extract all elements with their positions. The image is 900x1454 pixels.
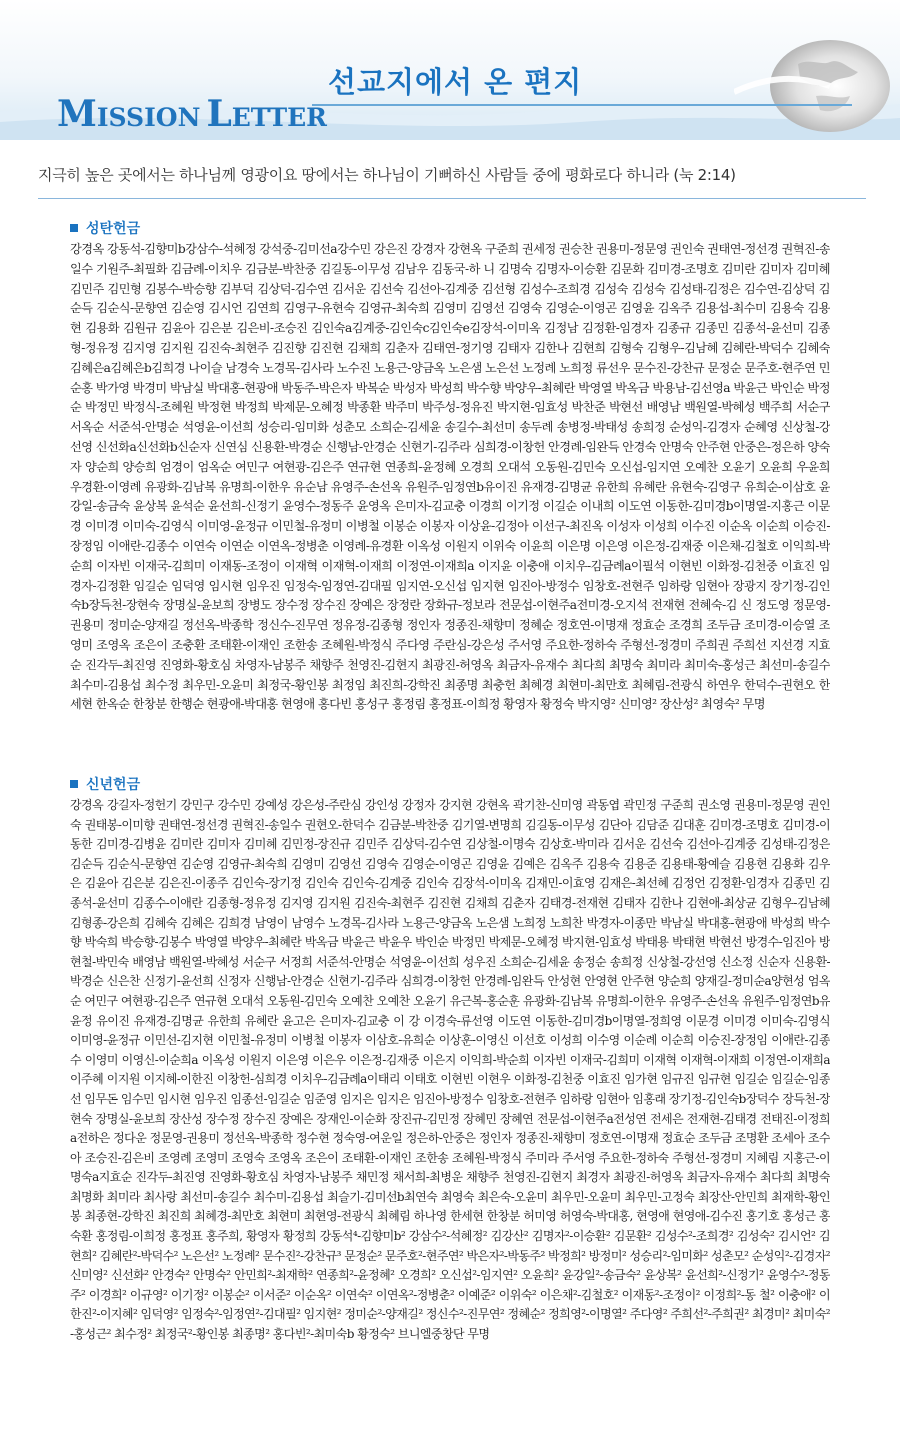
page-title: 선교지에서 온 편지 xyxy=(328,65,583,99)
bullet-square-icon xyxy=(70,780,78,788)
bible-verse: 지극히 높은 곳에서는 하나님께 영광이요 땅에서는 하나님이 기뻐하신 사람들 중에 평화로다 하니라 (눅 2:14) xyxy=(38,166,736,184)
section-heading-text: 성탄헌금 xyxy=(86,221,141,237)
logo-first-rest: ISSION xyxy=(96,103,201,132)
mission-letter-logo xyxy=(57,93,327,135)
section-heading xyxy=(70,218,830,240)
section-heading-text: 신년헌금 xyxy=(86,777,141,793)
logo-first-cap: M xyxy=(57,93,97,135)
section-heading xyxy=(70,774,830,796)
logo-second-rest: ETTER xyxy=(231,103,327,132)
donor-name-list: 강경옥 강동석-김향미b강삼수-석혜정 강석중-김미선a강수민 강은진 강경자 강현옥 구준희 권세정 권승찬 권용미-정문영 권인숙 권태연-정선경 권혁진-송일수 기원주-최필화 김금례-이치우 김금분-박찬중 김길동-이무성 김남우 김동국-하 니 김명숙 김명자-이승환 김문화 김미경-조명호 김미란 김미자 김미혜 김민주 김민형 김봉수-박승향 김부덕 김상덕-김수연 김서운 김선숙 김선아-김계중 김선형 김성수-조희경 김성숙 김성숙 김성태-김정은 김수연-김상덕 김순득 김순식-문향연 김순영 김시언 김연희 김영구-유현숙 김영규-최숙희 김영미 김영선 김영숙 김영순-이영곤 김영윤 김옥주 김용섭-최수미 김용숙 김용현 김용화 김원규 김윤아 김은분 김은비-조승진 김인숙a김계중-김인숙c김인숙e김장석-이미옥 김정남 김정환-임경자 김종규 김종민 김종석-윤선미 김종형-정유정 김지영 김지원 김진숙-최현주 김진향 김진현 김채희 김춘자 김태연-정기영 김태자 김한나 김현희 김형숙 김형우-김남혜 김혜란-박덕수 김혜숙 김혜은a김혜은b김희경 나이슬 남경숙 노경목-김사라 노수진 노용근-양금옥 노은샘 노은선 노정례 노희정 류선우 문수진-강찬규 문정순 문주호-현주연 민순홍 박가영 박경미 박남실 박대홍-현광애 박동주-박은자 박복순 박성자 박성희 박수향 박양우-최혜란 박영열 박옥금 박용남-김선영a 박윤근 박인순 박정순 박정민 박정식-조혜원 박정현 박정희 박제문-오혜정 박종환 박주미 박주성-정유진 박지현-임효성 박찬준 박현선 배영남 백원열-박혜성 백주희 서순구 서옥순 서준석-안명순 석영윤-이선희 성승리-임미화 성춘모 소희순-김세윤 송길수-최선미 송두례 송병정-박태성 송희정 순성익-김경자 순혜영 신상철-강선영 신선화a신선화b신순자 신연심 신용환-박경순 신행남-안경순 신현기-김주라 심희경-이창헌 안경례-임완득 안경숙 안명숙 안주현 안중은-정은하 양숙자 양순희 양승희 엄경이 엄옥순 여민구 여현광-김은주 연규현 연종희-윤정혜 오경희 오대석 오동원-김민숙 오신섭-임지연 오예찬 오윤기 오윤희 우윤희 우경환-이영례 유광화-김남복 유명희-이한우 유순남 유영주-손선옥 유원주-임정연b유이진 유재경-김명균 유한희 유혜란 유현숙-김영구 유희순-이삼호 윤강일-송금숙 윤상복 윤석순 윤선희-신정기 윤영수-정동주 윤영옥 은미자-김교충 이경희 이기정 이길순 이내희 이도연 이동한-김미경b이명열-지홍근 이문경 이미경 이미숙-김영식 이미영-윤정규 이민철-유정미 이병철 이봉순 이봉자 이상윤-김정아 이선구-최진옥 이성자 이성희 이수진 이순옥 이순희 이승진-장정임 이애란-김종수 이연숙 이연순 이연옥-정병춘 이영례-유경환 이옥성 이원지 이위숙 이윤희 이은명 이은영 이은정-김재중 이은채-김철호 이익희-박순희 이자빈 이재국-김희미 이재동-조정이 이재혁 이재혁-이재희 이정연-이재희a 이지윤 이충애 이치우-김금례a이필석 이현빈 이화정-김천중 이효진 임경자-김정환 임길순 임덕영 임시현 임우진 임정숙-임정연-김대필 임지연-오신섭 임지현 임진아-방정수 임창호-전현주 임하랑 임현아 장광지 장기정-김인숙b장득천-장현숙 장명실-윤보희 장병도 장수정 장수진 장예은 장정란 장화규-정보라 전문섭-이현주a전미경-오지석 전재현 전혜숙-김 신 정도영 정문영-권용미 정미순-양재길 정선옥-박종학 정신수-진무연 정유정-김종형 정인자 정종진-채향미 정혜순 정호연-이명재 정효순 조경희 조두금 조미경-이승열 조영미 조영옥 조은이 조충환 조태환-이재인 조한송 조혜원-박정식 주다영 주란심-강은성 주서영 주요한-정하숙 주형선-정경미 주희권 주희선 지선경 지효순 진각두-최진영 진영화-황호심 차영자-남봉주 채향주 천영진-김현지 최광진-허영옥 최금자-유재수 최다희 최명숙 최미라 최미숙-홍성근 최선미-송길수 최수미-김용섭 최수정 최우민-오윤미 최정국-황인봉 최정임 최진희-강학진 최종명 최충헌 최혜경 최현미-최만호 최혜림-전광식 하연우 한덕수-권현오 한세현 한옥순 한창분 한행순 현광애-박대홍 현영애 홍다빈 홍성구 홍정림 홍정표-이희정 황영자 황정숙 박지영² 신미영² 장산성² 최영숙² 무명 xyxy=(70,242,830,712)
new-year-offering-section xyxy=(70,774,830,1446)
mission-letter-header xyxy=(0,0,900,140)
logo-second-cap: L xyxy=(206,93,232,135)
verse-divider xyxy=(38,198,866,199)
title-underline xyxy=(312,104,852,106)
globe-icon xyxy=(734,34,894,134)
donor-name-list: 강경옥 강길자-정헌기 강민구 강수민 강예성 강은성-주란심 강인성 강정자 강지현 강현옥 곽기찬-신미영 곽동엽 곽민정 구준희 권소영 권용미-정문영 권인숙 권태봉-이미향 권태연-정선경 권혁진-송일수 권현오-한덕수 김금분-박찬중 김기열-변명희 김길동-이무성 김단아 김담준 김대훈 김미경-조명호 김미경-이동한 김미경-김병윤 김미란 김미자 김미혜 김민정-장진규 김민주 김상덕-김수연 김상철-이명숙 김상호-박미라 김서운 김선숙 김선아-김계중 김성태-김정은 김순득 김순식-문향연 김순영 김영규-최숙희 김영미 김영선 김영숙 김영순-이영곤 김영윤 김예은 김옥주 김용숙 김용준 김용태-황예슬 김용현 김용화 김우은 김윤아 김은분 김은진-이종주 김인숙-장기정 김인숙 김인숙-김계중 김인숙 김장석-이미옥 김재민-이효영 김재은-최선혜 김정언 김정환-임경자 김종민 김종석-윤선미 김종수-이애란 김종형-정유정 김지영 김지원 김진숙-최현주 김진현 김채희 김춘자 김태경-전재현 김태자 김한나 김현애-최상균 김형우-김남혜 김형종-강은희 김혜숙 김혜은 김희경 남영이 남영수 노경목-김사라 노용근-양금옥 노은샘 노희정 노희찬 박경자-이종만 박남실 박대홍-현광애 박성희 박수향 박숙희 박승향-김봉수 박영열 박양우-최혜란 박옥금 박윤근 박윤우 박인순 박정민 박제문-오혜정 박지현-임효성 박태용 박태현 박현선 방경수-임진아 방현철-박민숙 배영남 백원열-박혜성 서순구 서정희 서준석-안명순 석영윤-이선희 성우진 소희순-김세윤 송정순 송희정 신상철-강선영 신소정 신순자 신용환-박경순 신은찬 신정기-윤선희 신정자 신행남-안경순 신현기-김주라 심희경-이창헌 안경례-임완득 안성현 안영현 안주현 양순희 양재길-정미순a양현성 엄옥순 여민구 여현광-김은주 연규현 오대석 오동원-김민숙 오예찬 오예찬 오윤기 유근복-홍순훈 유광화-김남복 유명희-이한우 유영주-손선옥 유원주-임정연b유윤정 유이진 유재경-김명균 유한희 유혜란 윤고은 은미자-김교충 이 강 이경숙-류선영 이도연 이동한-김미경b이명열-정희영 이문경 이미경 이미숙-김영식 이미영-윤정규 이민선-김지현 이민철-유정미 이병철 이봉자 이삼호-유희순 이상훈-이영신 이선호 이성희 이수영 이순례 이순희 이승진-장정임 이애란-김종수 이영미 이영신-이순희a 이옥성 이원지 이은영 이은우 이은정-김재중 이은지 이익희-박순희 이자빈 이재국-김희미 이재혁 이재혁-이재희 이정연-이재희a이주혜 이지원 이지혜-이한진 이창헌-심희경 이치우-김금례a이태리 이태호 이현빈 이현우 이화정-김천중 이효진 임가현 임규진 임규현 임길순 임길순-임종선 임무돈 임수민 임시현 임우진 임종선-임길순 임준영 임지은 임지은 임진아-방정수 임창호-전현주 임하랑 임현아 임홍래 장기정-김인숙b장덕수 장득천-장현숙 장명실-윤보희 장산성 장수정 장수진 장예은 장재인-이순화 장진규-김민정 장혜민 장혜연 전문섭-이현주a전성연 전세은 전재현-김태경 전태진-이정희a전하은 정다운 정문영-권용미 정선옥-박종학 정수현 정숙영-여운일 정은하-안중은 정인자 정종진-채향미 정호연-이명재 정효순 조두금 조명환 조세아 조수아 조승진-김은비 조영례 조영미 조영숙 조영옥 조은이 조태환-이재인 조한송 조혜원-박정식 주미라 주서영 주요한-정하숙 주형선-정경미 지혜림 지홍근-이명숙a지효순 진각두-최진영 진영화-황호심 차영자-남봉주 채민정 채서희-최병운 채향주 천영진-김현지 최경자 최광진-허영옥 최금자-유재수 최다희 최명숙 최명화 최미라 최사랑 최선미-송길수 최수미-김용섭 최슬기-김미선b최연숙 최영숙 최은숙-오윤미 최우민-오윤미 최우민-고정숙 최장산-안민희 최재학-황인봉 최종현-강학진 최진희 최혜경-최만호 최현미 최현영-전광식 최혜림 하나영 한세현 한창분 허미영 허영숙-박대홍, 현영애 현영애-김수진 홍기호 홍성근 홍숙환 홍정림-이희정 홍정표 홍주희, 황영자 황정희 강동석⁴-김향미b² 강삼수²-석혜정² 김강산² 김명자²-이승환² 김문환² 김성수²-조희경² 김성숙² 김시언² 김현희² 김혜란²-박덕수² 노은선² 노정례² 문수진²-강찬규³ 문정순² 문주호²-현주연² 박은자²-박동주² 박정희² 방정미² 성승리²-임미화² 성춘모² 순성익²-김경자² 신미영² 신선화² 안경숙² 안명숙² 안민희²-최재학² 연종희²-윤정혜² 오경희² 오신섭²-임지연² 오윤희² 윤강일²-송금숙² 윤상복² 윤선희²-신정기² 윤영수²-정동주² 이경희² 이규영² 이기정² 이봉순² 이서준² 이순옥² 이연숙² 이연옥²-정병춘² 이예준² 이위숙² 이은채²-김철호² 이재동²-조정이² 이정희²-동 철² 이충애² 이한진²-이지혜² 임덕영² 임정숙²-임정연²-김대필² 임지현² 정미순²-양재길² 정신수²-진무연² 정혜순² 정희영²-이명열² 주다영² 주희선²-주희권² 최경미² 최미숙²-홍성근² 최수정² 최정국²-황인봉 최종명² 홍다빈²-최미숙b 황정숙² 브니엘중창단 무명 xyxy=(70,798,830,1342)
christmas-offering-section xyxy=(70,218,830,757)
bullet-square-icon xyxy=(70,224,78,232)
